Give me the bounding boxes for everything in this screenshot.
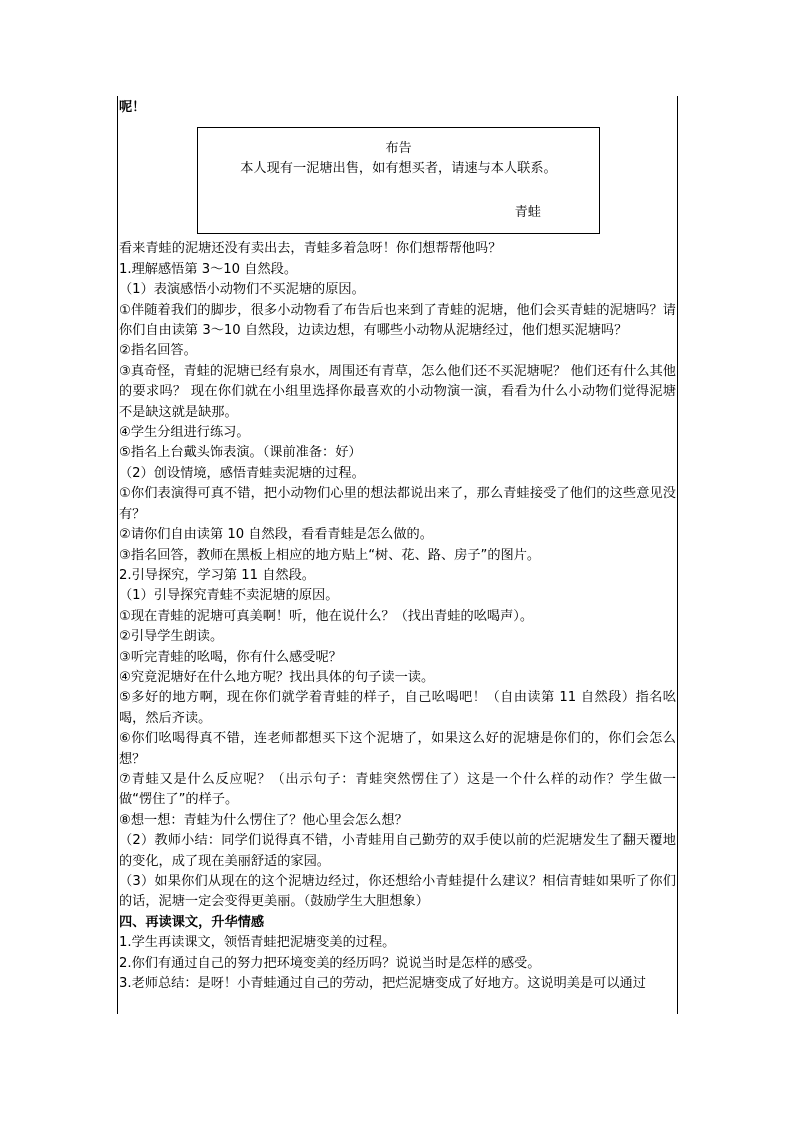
paragraph: ③真奇怪，青蛙的泥塘已经有泉水，周围还有青草，怎么他们还不买泥塘呢？ 他们还有什么其他的要求吗？ 现在你们就在小组里选择你最喜欢的小动物演一演，看看为什么小动物们觉得泥塘不是缺这就是缺那。 [119,363,676,420]
paragraph: ⑤多好的地方啊，现在你们就学着青蛙的样子，自己吆喝吧！（自由读第 11 自然段）指名吆喝，然后齐读。 [119,690,676,726]
section-heading: 四、再读课文，升华情感 [119,914,265,930]
notice-box [197,127,600,234]
paragraph: 3.老师总结：是呀！小青蛙通过自己的劳动，把烂泥塘变成了好地方。这说明美是可以通过 [119,976,646,992]
paragraph: ④究竟泥塘好在什么地方呢？找出具体的句子读一读。 [119,669,435,685]
paragraph: ⑧想一想：青蛙为什么愣住了？他心里会怎么想？ [119,812,408,828]
notice-signature: 青蛙 [514,205,541,221]
paragraph: 看来青蛙的泥塘还没有卖出去，青蛙多着急呀！你们想帮帮他吗？ [119,241,502,257]
paragraph: ③听完青蛙的吆喝，你有什么感受呢？ [119,649,342,665]
paragraph: 1.理解感悟第 3～10 自然段。 [119,261,298,277]
paragraph: ②请你们自由读第 10 自然段，看看青蛙是怎么做的。 [119,527,433,543]
paragraph: （1）表演感悟小动物们不买泥塘的原因。 [119,282,365,298]
table-cell-content [119,98,676,994]
paragraph: ④学生分组进行练习。 [119,425,250,441]
paragraph: （2）教师小结：同学们说得真不错，小青蛙用自己勤劳的双手使以前的烂泥塘发生了翻天覆地的变化，成了现在美丽舒适的家园。 [119,833,676,869]
paragraph: ①伴随着我们的脚步，很多小动物看了布告后也来到了青蛙的泥塘，他们会买青蛙的泥塘吗？请你们自由读第 3～10 自然段，边读边想，有哪些小动物从泥塘经过，他们想买泥塘吗？ [119,302,676,339]
paragraph: 2.引导探究，学习第 11 自然段。 [119,567,315,583]
paragraph: ①你们表演得可真不错，把小动物们心里的想法都说出来了，那么青蛙接受了他们的这些意见没有？ [119,486,676,522]
paragraph: （3）如果你们从现在的这个泥塘边经过，你还想给小青蛙提什么建议？相信青蛙如果听了你们的话，泥塘一定会变得更美丽。（鼓励学生大胆想象） [119,874,676,910]
paragraph: ②指名回答。 [119,343,197,359]
paragraph: （1）引导探究青蛙不卖泥塘的原因。 [119,588,339,604]
paragraph: ⑥你们吆喝得真不错，连老师都想买下这个泥塘了，如果这么好的泥塘是你们的，你们会怎么想？ [119,731,676,767]
paragraph: 2.你们有通过自己的努力把环境变美的经历吗？说说当时是怎样的感受。 [119,955,541,971]
notice-title: 布告 [385,141,412,157]
paragraph: ①现在青蛙的泥塘可真美啊！听，他在说什么？（找出青蛙的吆喝声）。 [119,608,534,624]
paragraph: （2）创设情境，感悟青蛙卖泥塘的过程。 [119,465,365,481]
paragraph: ⑦青蛙又是什么反应呢？（出示句子：青蛙突然愣住了）这是一个什么样的动作？学生做一做“愣住了”的样子。 [119,771,676,808]
notice-body: 本人现有一泥塘出售，如有想买者，请速与本人联系。 [240,161,557,177]
paragraph-list [119,239,676,994]
lead-text: 呢！ [119,100,146,115]
paragraph: 1.学生再读课文，领悟青蛙把泥塘变美的过程。 [119,935,396,951]
table-right-border [677,96,678,1014]
table-left-border [117,96,118,1014]
paragraph: ⑤指名上台戴头饰表演。（课前准备：好） [119,445,362,461]
paragraph: ②引导学生朗读。 [119,629,224,645]
paragraph: ③指名回答，教师在黑板上相应的地方贴上“树、花、路、房子”的图片。 [119,547,541,563]
